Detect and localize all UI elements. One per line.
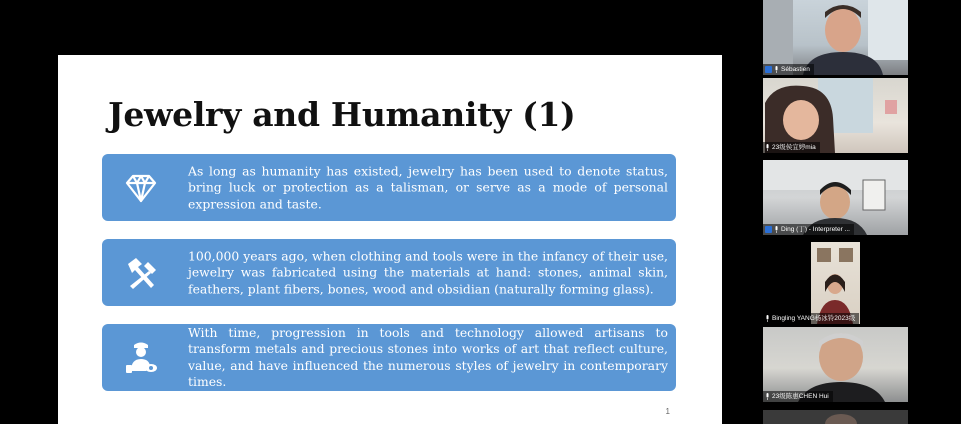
slide-page-number: 1 bbox=[665, 407, 670, 416]
artisan-icon bbox=[122, 339, 160, 377]
microphone-icon bbox=[765, 144, 770, 151]
participant-name: Ding (丁) - Interpreter ... bbox=[781, 226, 850, 233]
presentation-slide bbox=[58, 55, 722, 424]
host-badge-icon bbox=[765, 66, 772, 73]
participant-video-feed bbox=[763, 410, 908, 424]
participant-video-tile[interactable] bbox=[772, 242, 860, 324]
participant-video-tile[interactable] bbox=[763, 0, 908, 75]
microphone-icon bbox=[765, 315, 770, 322]
point-box-artisans bbox=[102, 324, 676, 391]
participant-name-tag bbox=[763, 64, 814, 75]
participant-name-tag bbox=[763, 224, 854, 235]
point-text: As long as humanity has existed, jewelry has been used to denote status, bring luck or protection as a talisman, or serve as a mode of personal expression and taste. bbox=[188, 162, 668, 211]
microphone-icon bbox=[774, 66, 779, 73]
participant-video-tile[interactable] bbox=[763, 160, 908, 235]
point-box-status bbox=[102, 154, 676, 221]
point-text: With time, progression in tools and technology allowed artisans to transform metals and precious stones into works of art that reflect culture, value, and have influenced the numerous styles of jewelry in contemporary times. bbox=[188, 324, 668, 389]
participant-name-tag bbox=[763, 142, 820, 153]
microphone-icon bbox=[774, 226, 779, 233]
hammer-pickaxe-icon bbox=[122, 254, 160, 292]
microphone-icon bbox=[765, 393, 770, 400]
participant-name: 23级陈惠CHEN Hui bbox=[772, 393, 829, 400]
participant-name-tag bbox=[763, 313, 859, 324]
host-badge-icon bbox=[765, 226, 772, 233]
diamond-icon bbox=[122, 169, 160, 207]
point-text: 100,000 years ago, when clothing and tools were in the infancy of their use, jewelry was fabricated using the materials at hand: stones, animal skin, feathers, plant fibers, bones, wood and obsidian (naturally forming glass). bbox=[188, 247, 668, 296]
participant-name: Sébastien bbox=[781, 66, 810, 73]
participant-video-strip[interactable] bbox=[763, 0, 908, 424]
participant-name: Bingling YANG杨冰铃2023级 bbox=[772, 315, 856, 322]
participant-video-tile[interactable] bbox=[763, 78, 908, 153]
point-box-history bbox=[102, 239, 676, 306]
slide-title: Jewelry and Humanity (1) bbox=[108, 95, 576, 134]
participant-video-tile[interactable] bbox=[763, 410, 908, 424]
participant-video-feed bbox=[811, 242, 860, 324]
participant-name-tag bbox=[763, 391, 833, 402]
participant-name: 23级侯宜婷mia bbox=[772, 144, 816, 151]
participant-video-tile[interactable] bbox=[763, 327, 908, 402]
